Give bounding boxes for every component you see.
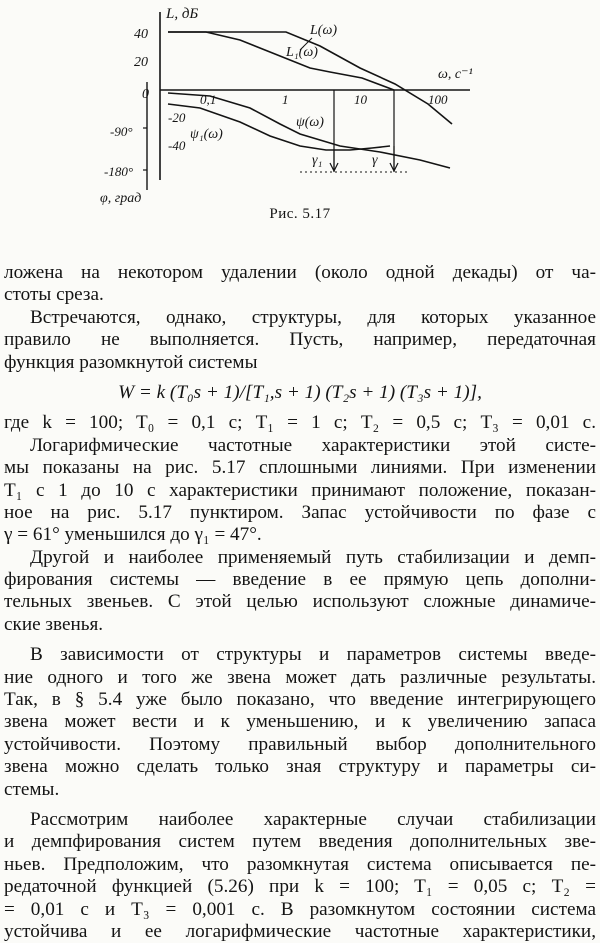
- gamma1-label: γ₁: [312, 153, 323, 168]
- l-tick-label: 20: [134, 55, 148, 70]
- text-line: звена можно сделать только зная структуру и параметры си-: [4, 756, 596, 778]
- freq-tick-label: 10: [354, 92, 367, 107]
- text-line: мы показаны на рис. 5.17 сплошными линиями. При изменении: [4, 457, 596, 479]
- freq-tick-label: 1: [282, 92, 289, 107]
- text-line: устойчива и ее логарифмические частотные характеристики,: [4, 920, 596, 942]
- text-line: стемы.: [4, 778, 60, 800]
- l1-curve: [168, 32, 394, 90]
- text-line: звена может вести и к уменьшению, и к увеличению запаса: [4, 711, 596, 733]
- text-line: ские звенья.: [4, 613, 104, 635]
- freq-tick-label: 0,1: [200, 92, 217, 107]
- bode-plot-figure: [0, 0, 600, 240]
- text-line: Так, в § 5.4 уже было показано, что введение интегрирующего: [4, 689, 596, 711]
- text-line: правило не выполняется. Пусть, например, передаточная: [4, 329, 596, 351]
- text-line: Логарифмические частотные характеристики этой систе-: [30, 434, 596, 456]
- text-line: фирования системы — введение в ее прямую цепь дополни-: [4, 569, 596, 591]
- text-line: Встречаются, однако, структуры, для которых указанное: [30, 306, 596, 328]
- page-text: [4, 262, 596, 943]
- phase-tick-label: -40: [168, 138, 186, 153]
- l-axis-label: L, дБ: [166, 6, 199, 22]
- text-line: Другой и наиболее применяемый путь стабилизации и демп-: [30, 546, 596, 568]
- text-line: T₁ с 1 до 10 с характеристики принимают положение, показан-: [4, 479, 596, 501]
- l1-curve-label: L₁(ω): [286, 45, 318, 60]
- psi-curve-label: ψ(ω): [296, 115, 324, 130]
- text-line: ное на рис. 5.17 пунктиром. Запас устойчивости по фазе с: [4, 501, 596, 523]
- frequency-axis-label: ω, с⁻¹: [438, 67, 473, 82]
- phi-tick-label: -90°: [110, 124, 133, 139]
- phi-axis-label: φ, град: [100, 191, 142, 206]
- text-line: ньев. Предположим, что разомкнутая система описывается пе-: [4, 853, 596, 875]
- text-line: Рассмотрим наиболее характерные случаи стабилизации: [30, 808, 596, 830]
- text-line: ние одного и того же звена может дать различные результаты.: [4, 666, 596, 688]
- l-tick-label: 0: [142, 87, 149, 102]
- text-line: γ = 61° уменьшился до γ₁ = 47°.: [4, 524, 262, 546]
- text-line: = 0,01 с и T₃ = 0,001 с. В разомкнутом состоянии система: [4, 898, 596, 920]
- text-line: устойчивости. Поэтому правильный выбор дополнительного: [4, 733, 596, 755]
- gamma-label: γ: [372, 153, 378, 168]
- text-line: В зависимости от структуры и параметров системы введе-: [30, 644, 596, 666]
- text-line: ложена на некотором удалении (около одной декады) от ча-: [4, 262, 596, 283]
- formula: W = k (T₀s + 1)/[T₁,s + 1) (T₂s + 1) (T₃s + 1)],: [118, 381, 482, 403]
- text-line: функция разомкнутой системы: [4, 351, 258, 373]
- l-tick-label: 40: [134, 27, 148, 42]
- text-line: и демпфирования систем путем введения дополнительных зве-: [4, 831, 596, 853]
- text-line: редаточной функцией (5.26) при k = 100; T₁ = 0,05 с; T₂ =: [4, 876, 596, 898]
- text-line: где k = 100; T₀ = 0,1 с; T₁ = 1 с; T₂ = 0,5 с; T₃ = 0,01 с.: [4, 412, 596, 434]
- l-curve-label: L(ω): [310, 23, 337, 38]
- text-line: стоты среза.: [4, 284, 104, 306]
- psi1-curve-label: ψ₁(ω): [190, 127, 223, 142]
- phase-tick-label: -20: [168, 110, 186, 125]
- freq-tick-label: 100: [428, 92, 448, 107]
- figure-caption: Рис. 5.17: [269, 206, 331, 222]
- phi-tick-label: -180°: [104, 164, 134, 179]
- text-line: тельных звеньев. С этой целью используют сложные динамиче-: [4, 591, 596, 613]
